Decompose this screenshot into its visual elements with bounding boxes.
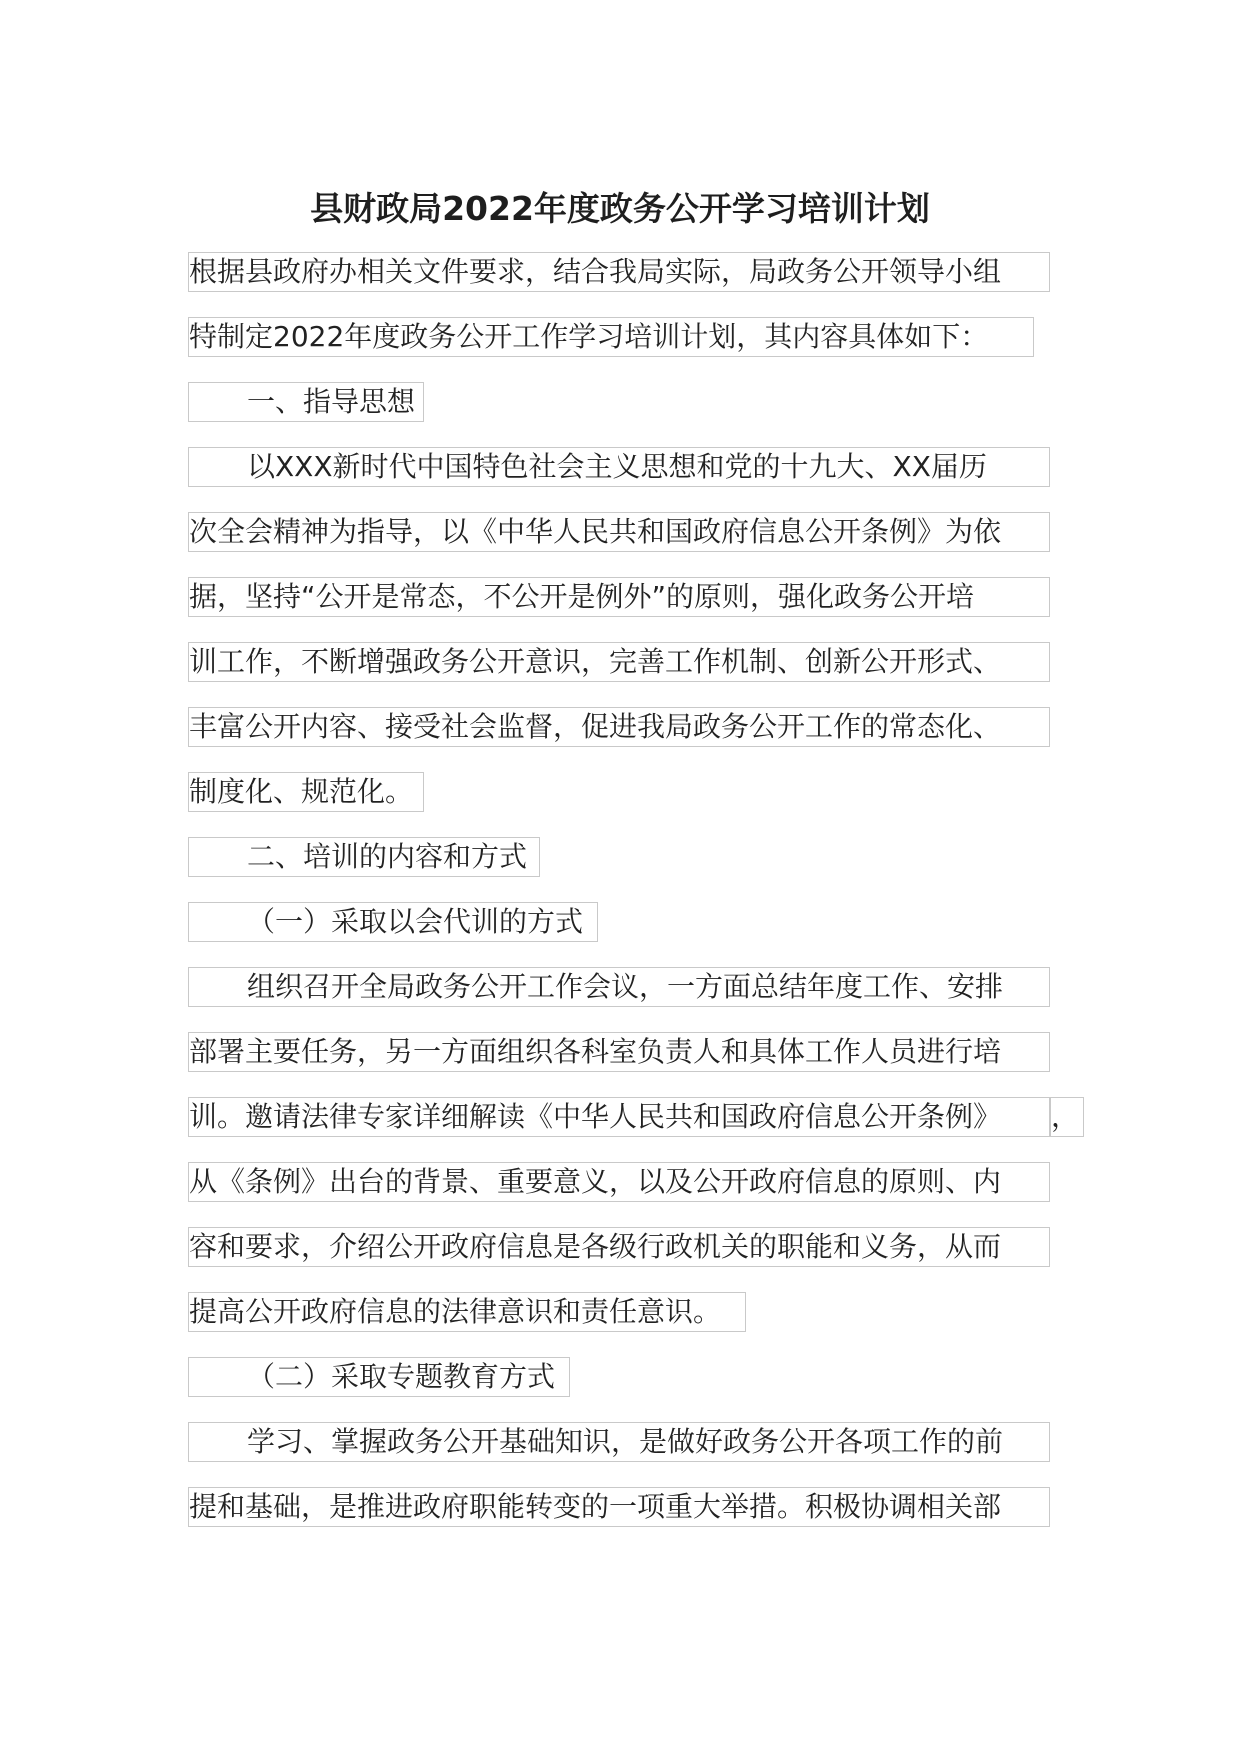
subsection-heading: （一）采取以会代训的方式 [188, 902, 598, 942]
section-heading: 二、培训的内容和方式 [188, 837, 540, 877]
paragraph-line: 根据县政府办相关文件要求，结合我局实际，局政务公开领导小组 [188, 252, 1050, 292]
paragraph-line: 容和要求，介绍公开政府信息是各级行政机关的职能和义务，从而 [188, 1227, 1050, 1267]
paragraph-line: 学习、掌握政务公开基础知识，是做好政务公开各项工作的前 [188, 1422, 1050, 1462]
paragraph-line: 以XXX新时代中国特色社会主义思想和党的十九大、XX届历 [188, 447, 1050, 487]
paragraph-line: 提高公开政府信息的法律意识和责任意识。 [188, 1292, 746, 1332]
paragraph-line: 从《条例》出台的背景、重要意义，以及公开政府信息的原则、内 [188, 1162, 1050, 1202]
paragraph-line: 丰富公开内容、接受社会监督，促进我局政务公开工作的常态化、 [188, 707, 1050, 747]
subsection-heading: （二）采取专题教育方式 [188, 1357, 570, 1397]
paragraph-line: 组织召开全局政务公开工作会议，一方面总结年度工作、安排 [188, 967, 1050, 1007]
section-heading: 一、指导思想 [188, 382, 424, 422]
paragraph-line: 次全会精神为指导，以《中华人民共和国政府信息公开条例》为依 [188, 512, 1050, 552]
document-title: 县财政局2022年度政务公开学习培训计划 [310, 189, 930, 228]
paragraph-line: 部署主要任务，另一方面组织各科室负责人和具体工作人员进行培 [188, 1032, 1050, 1072]
paragraph-line: 特制定2022年度政务公开工作学习培训计划，其内容具体如下： [188, 317, 1034, 357]
paragraph-line: 训工作，不断增强政务公开意识，完善工作机制、创新公开形式、 [188, 642, 1050, 682]
paragraph-line: 训。邀请法律专家详细解读《中华人民共和国政府信息公开条例》 [188, 1097, 1050, 1137]
paragraph-line: 制度化、规范化。 [188, 772, 424, 812]
paragraph-line-tail: ， [1050, 1097, 1084, 1137]
paragraph-line: 提和基础，是推进政府职能转变的一项重大举措。积极协调相关部 [188, 1487, 1050, 1527]
paragraph-line: 据，坚持“公开是常态，不公开是例外”的原则，强化政务公开培 [188, 577, 1050, 617]
